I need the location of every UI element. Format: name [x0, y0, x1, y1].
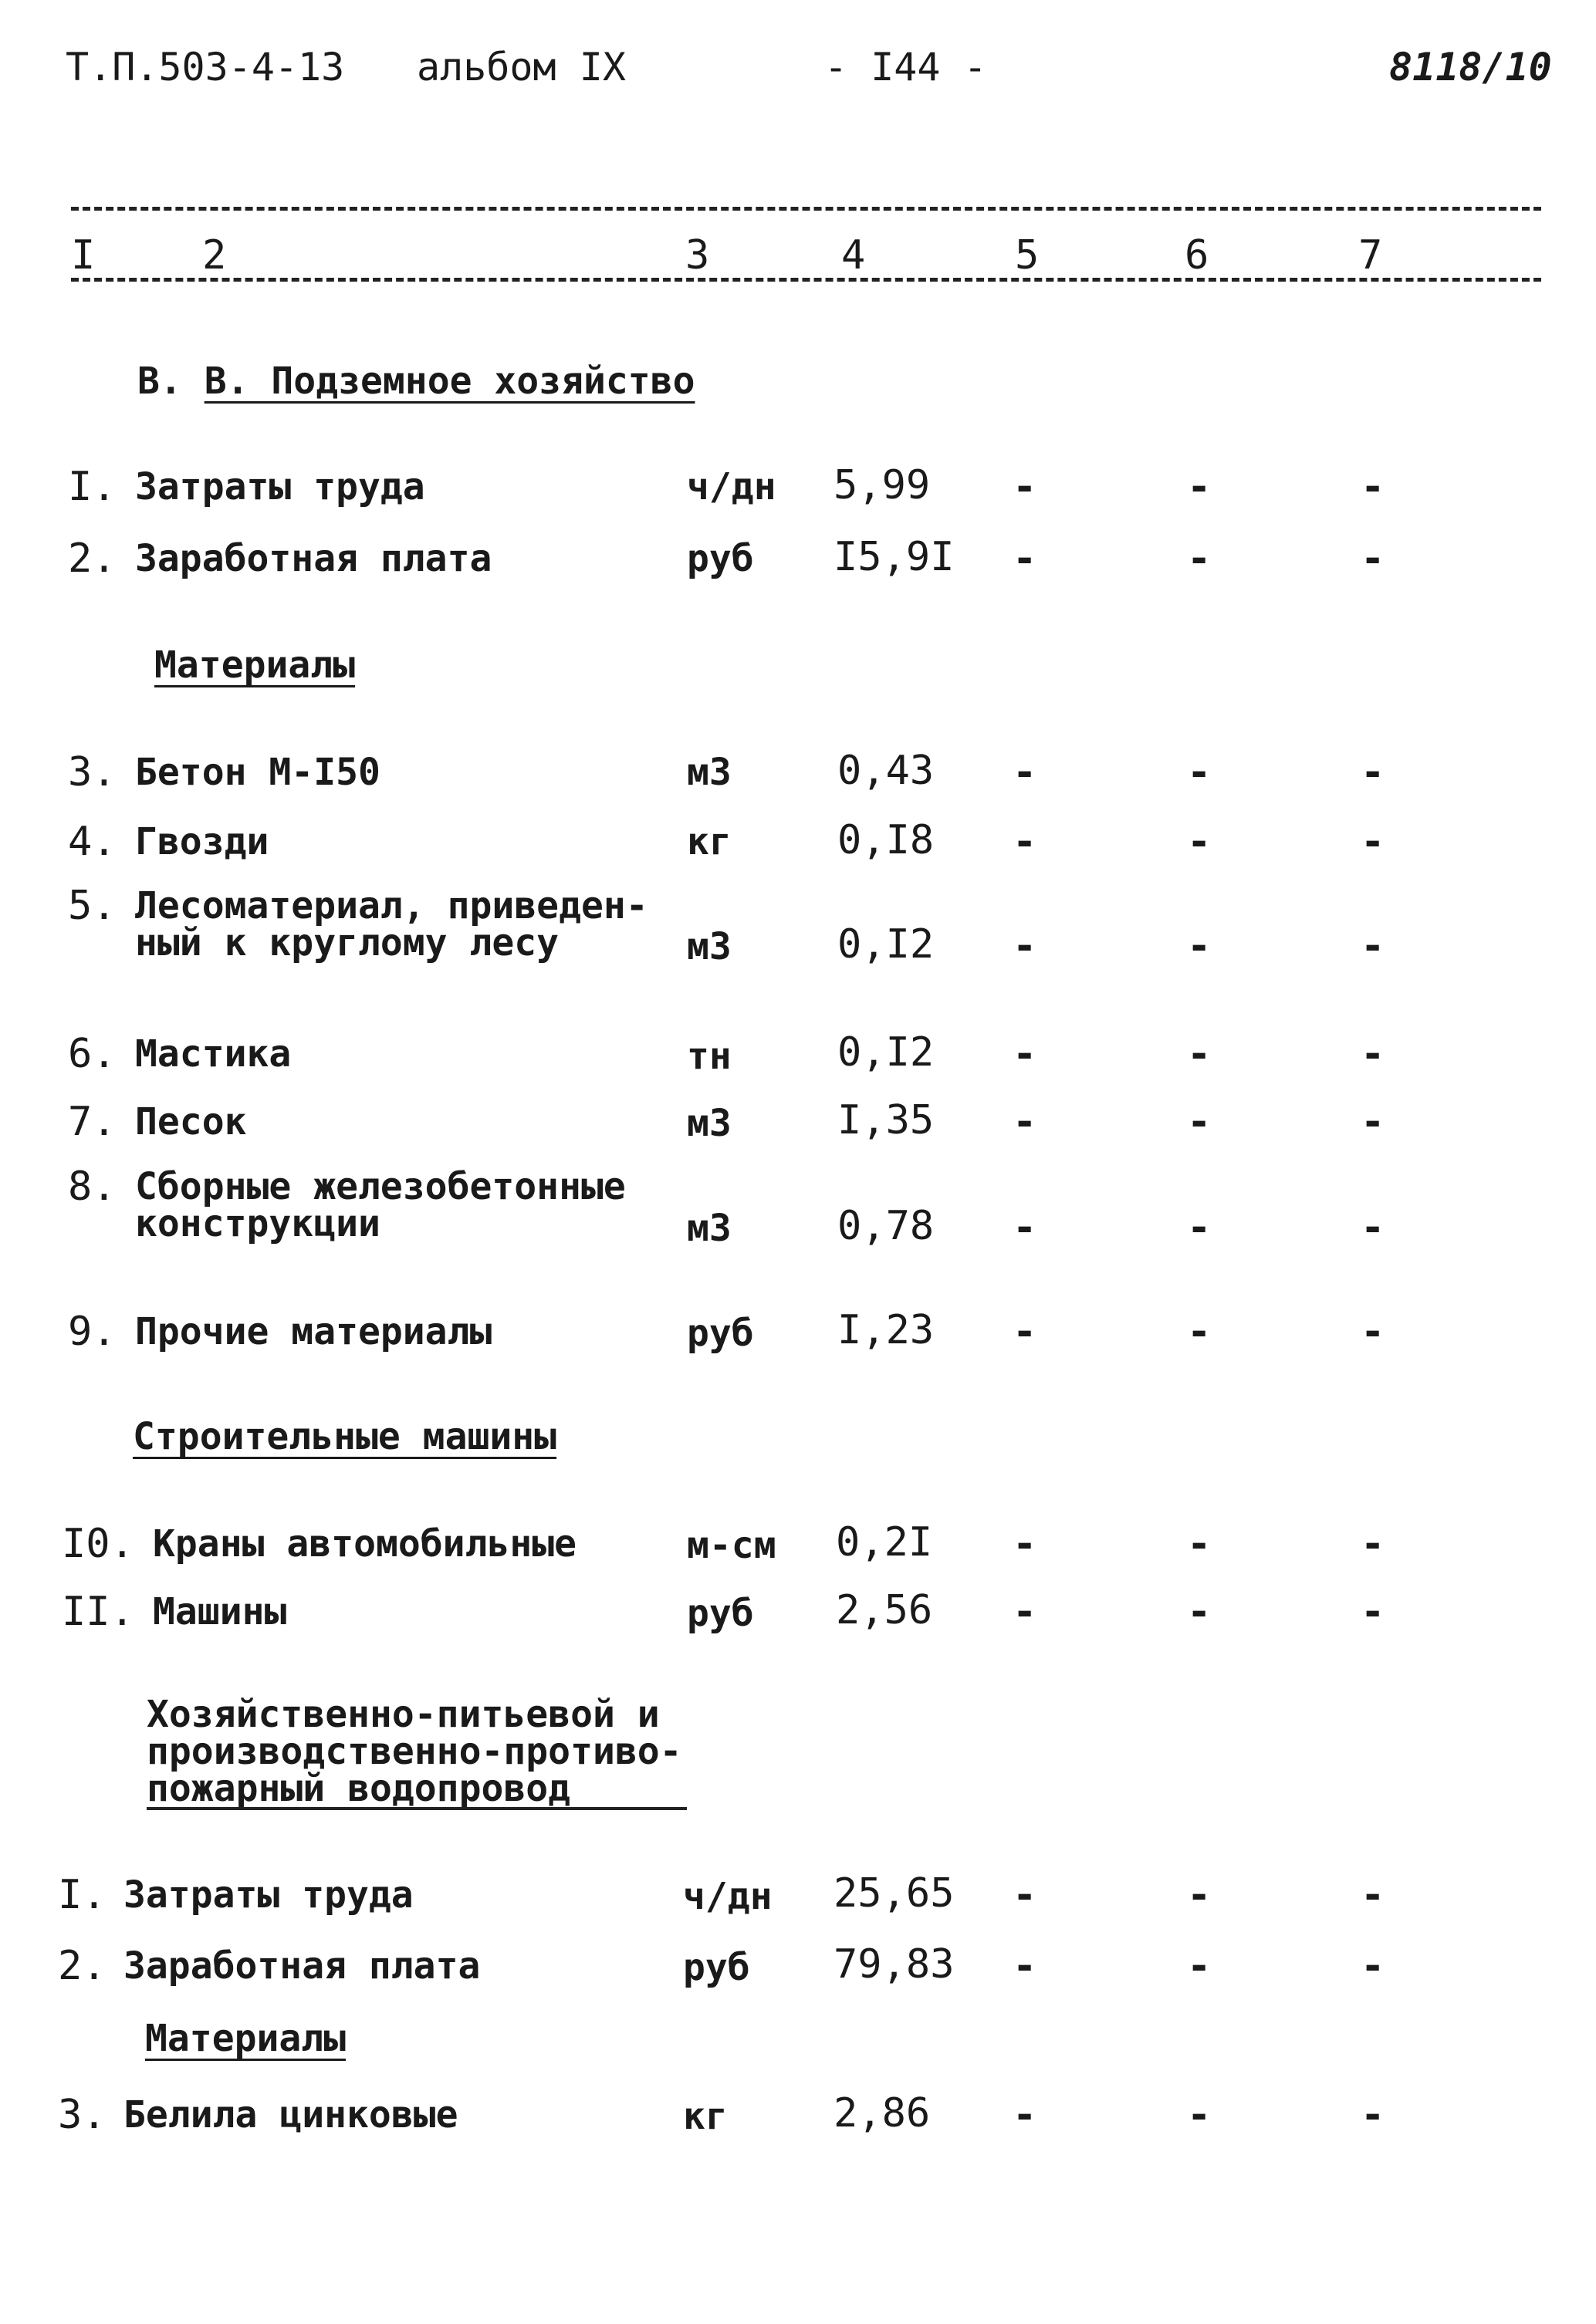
- row-unit: руб: [687, 1312, 754, 1355]
- row-unit: руб: [687, 1592, 754, 1635]
- row-value: I,23: [837, 1307, 935, 1353]
- row-number: 3.: [58, 2092, 107, 2138]
- row-col5: -: [1013, 464, 1037, 510]
- row-col7: -: [1361, 2092, 1385, 2138]
- row-col5: -: [1013, 2092, 1037, 2138]
- row-value: 0,78: [837, 1203, 935, 1249]
- row-col6: -: [1187, 1099, 1212, 1145]
- row-col7: -: [1361, 819, 1385, 865]
- row-number: 8.: [68, 1164, 117, 1210]
- row-col5: -: [1013, 819, 1037, 865]
- row-name: Гвозди: [135, 820, 269, 863]
- water-section-title-line: производственно-противо-: [147, 1730, 682, 1773]
- row-number: 4.: [68, 819, 117, 865]
- row-value: 0,I2: [837, 1029, 935, 1076]
- water-section-title-line: Хозяйственно-питьевой и: [147, 1693, 660, 1736]
- column-header-6: 6: [1185, 232, 1209, 279]
- row-number: 3.: [68, 749, 117, 795]
- row-col6: -: [1187, 1943, 1212, 1989]
- row-col7: -: [1361, 1309, 1385, 1355]
- materials-subtitle: Материалы: [154, 643, 356, 687]
- row-name: Бетон М-I50: [135, 751, 380, 794]
- row-name: Краны автомобильные: [153, 1522, 577, 1566]
- water-title-underline: [147, 1807, 687, 1810]
- column-header-5: 5: [1015, 232, 1040, 279]
- row-name: Мастика: [135, 1032, 292, 1076]
- row-number: 5.: [68, 883, 117, 929]
- row-col7: -: [1361, 1872, 1385, 1918]
- section-title: В. В. Подземное хозяйство: [137, 360, 695, 403]
- row-value: 2,86: [834, 2090, 931, 2137]
- table-top-rule: [71, 207, 1541, 211]
- row-value: I5,9I: [834, 534, 955, 580]
- row-value: I,35: [837, 1097, 935, 1143]
- document-code: Т.П.503-4-13: [66, 45, 345, 90]
- row-name-line: ный к круглому лесу: [135, 921, 560, 964]
- row-col6: -: [1187, 749, 1212, 795]
- row-col5: -: [1013, 1943, 1037, 1989]
- row-col6: -: [1187, 1204, 1212, 1251]
- row-value: 0,2I: [836, 1519, 933, 1566]
- column-header-7: 7: [1358, 232, 1383, 279]
- row-value: 2,56: [836, 1587, 933, 1633]
- row-number: 2.: [58, 1943, 107, 1989]
- row-unit: кг: [683, 2095, 728, 2138]
- row-col7: -: [1361, 464, 1385, 510]
- row-name: Песок: [135, 1100, 247, 1143]
- row-unit: ч/дн: [683, 1875, 773, 1918]
- row-col6: -: [1187, 923, 1212, 969]
- row-col7: -: [1361, 1031, 1385, 1077]
- column-header-1: I: [71, 232, 96, 279]
- table-header-rule: [71, 278, 1541, 282]
- row-col7: -: [1361, 1589, 1385, 1635]
- row-col5: -: [1013, 923, 1037, 969]
- row-col7: -: [1361, 535, 1385, 582]
- row-name: [135, 1165, 626, 1245]
- row-col6: -: [1187, 819, 1212, 865]
- machines-subtitle: Строительные машины: [133, 1415, 557, 1458]
- row-unit: руб: [683, 1946, 750, 1989]
- column-header-4: 4: [841, 232, 866, 279]
- row-unit: руб: [687, 537, 754, 580]
- row-col6: -: [1187, 464, 1212, 510]
- row-name: Прочие материалы: [135, 1310, 492, 1353]
- row-number: I.: [58, 1872, 107, 1918]
- water-section-title: [147, 1693, 682, 1810]
- row-name: Затраты труда: [135, 465, 425, 508]
- row-unit: м3: [687, 925, 732, 968]
- row-value: 0,I2: [837, 921, 935, 968]
- row-number: I0.: [62, 1521, 134, 1567]
- row-name: Затраты труда: [123, 1873, 414, 1917]
- row-unit: м3: [687, 1207, 732, 1250]
- row-col7: -: [1361, 923, 1385, 969]
- row-col6: -: [1187, 1521, 1212, 1567]
- row-name: Машины: [153, 1590, 287, 1633]
- row-name-line: Лесоматериал, приведен-: [135, 884, 648, 927]
- row-col5: -: [1013, 1031, 1037, 1077]
- row-col5: -: [1013, 535, 1037, 582]
- row-col5: -: [1013, 749, 1037, 795]
- row-col5: -: [1013, 1872, 1037, 1918]
- row-unit: м3: [687, 751, 732, 794]
- row-col6: -: [1187, 1309, 1212, 1355]
- row-number: 9.: [68, 1309, 117, 1355]
- row-col7: -: [1361, 1521, 1385, 1567]
- row-name: Заработная плата: [123, 1944, 481, 1988]
- water-materials-subtitle: Материалы: [145, 2017, 347, 2060]
- archive-stamp: 8118/10: [1389, 45, 1552, 90]
- row-col7: -: [1361, 1204, 1385, 1251]
- section-title-text: В. Подземное хозяйство: [204, 360, 695, 403]
- row-number: I.: [68, 464, 117, 510]
- row-number: 6.: [68, 1031, 117, 1077]
- row-col6: -: [1187, 535, 1212, 582]
- page-number: - I44 -: [824, 45, 987, 90]
- row-col6: -: [1187, 1031, 1212, 1077]
- row-number: 2.: [68, 535, 117, 582]
- row-col6: -: [1187, 2092, 1212, 2138]
- row-unit: ч/дн: [687, 465, 776, 508]
- row-col6: -: [1187, 1872, 1212, 1918]
- row-unit: м-см: [687, 1524, 776, 1567]
- row-name: [135, 884, 648, 964]
- row-name: Заработная плата: [135, 537, 492, 580]
- row-value: 25,65: [834, 1870, 955, 1917]
- row-number: II.: [62, 1589, 134, 1635]
- row-col7: -: [1361, 1943, 1385, 1989]
- row-value: 0,43: [837, 748, 935, 794]
- column-header-3: 3: [685, 232, 710, 279]
- column-header-2: 2: [202, 232, 227, 279]
- row-col5: -: [1013, 1204, 1037, 1251]
- row-value: 0,I8: [837, 817, 935, 863]
- album-label: альбом IX: [417, 45, 626, 90]
- row-value: 79,83: [834, 1941, 955, 1988]
- row-name-line: конструкции: [135, 1202, 380, 1245]
- row-unit: тн: [687, 1035, 732, 1078]
- row-name: Белила цинковые: [123, 2093, 458, 2137]
- row-col5: -: [1013, 1521, 1037, 1567]
- row-col7: -: [1361, 749, 1385, 795]
- row-value: 5,99: [834, 462, 931, 508]
- row-col6: -: [1187, 1589, 1212, 1635]
- row-col7: -: [1361, 1099, 1385, 1145]
- row-col5: -: [1013, 1589, 1037, 1635]
- row-name-line: Сборные железобетонные: [135, 1165, 626, 1208]
- row-unit: кг: [687, 820, 732, 863]
- row-col5: -: [1013, 1099, 1037, 1145]
- water-section-title-line: пожарный водопровод: [147, 1767, 571, 1810]
- row-unit: м3: [687, 1102, 732, 1145]
- row-col5: -: [1013, 1309, 1037, 1355]
- row-number: 7.: [68, 1099, 117, 1145]
